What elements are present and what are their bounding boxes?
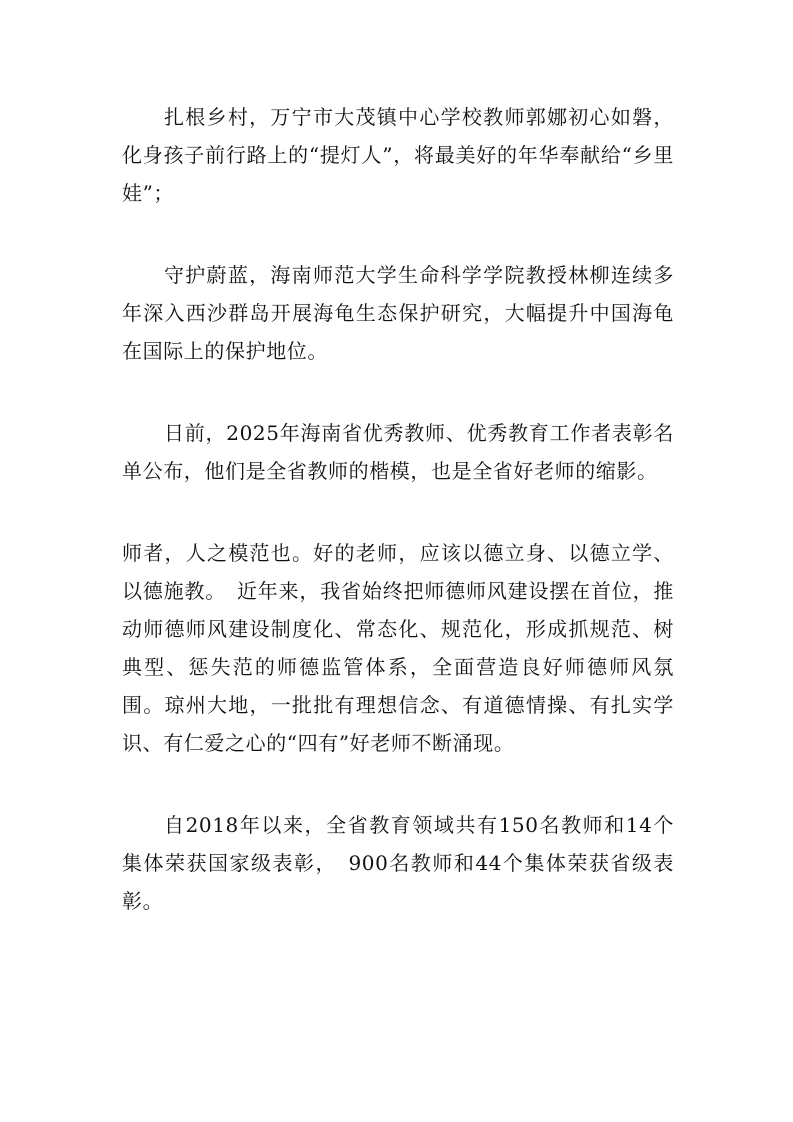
- paragraph-award-statistics: 自2018年以来，全省教育领域共有150名教师和14个集体荣获国家级表彰， 900名教师和44个集体荣获省级表彰。: [122, 813, 674, 913]
- paragraph-award-announcement: 日前，2025年海南省优秀教师、优秀教育工作者表彰名单公布，他们是全省教师的楷模，也是全省好老师的缩影。: [122, 421, 674, 483]
- paragraph-teacher-ethics: 师者，人之模范也。好的老师，应该以德立身、以德立学、以德施教。 近年来，我省始终把师德师风建设摆在首位，推动师德师风建设制度化、常态化、规范化，形成抓规范、树典型、惩失范的师德监管体系，全面营造良好师德师风氛围。琼州大地，一批批有理想信念、有道德情操、有扎实学识、有仁爱之心的“四有”好老师不断涌现。: [122, 541, 674, 755]
- paragraph-sea-turtle-professor: 守护蔚蓝，海南师范大学生命科学学院教授林柳连续多年深入西沙群岛开展海龟生态保护研究，大幅提升中国海龟在国际上的保护地位。: [122, 263, 674, 363]
- article-body: [122, 98, 674, 920]
- paragraph-rural-teacher: 扎根乡村，万宁市大茂镇中心学校教师郭娜初心如磐，化身孩子前行路上的“提灯人”，将最美好的年华奉献给“乡里娃”；: [122, 105, 674, 205]
